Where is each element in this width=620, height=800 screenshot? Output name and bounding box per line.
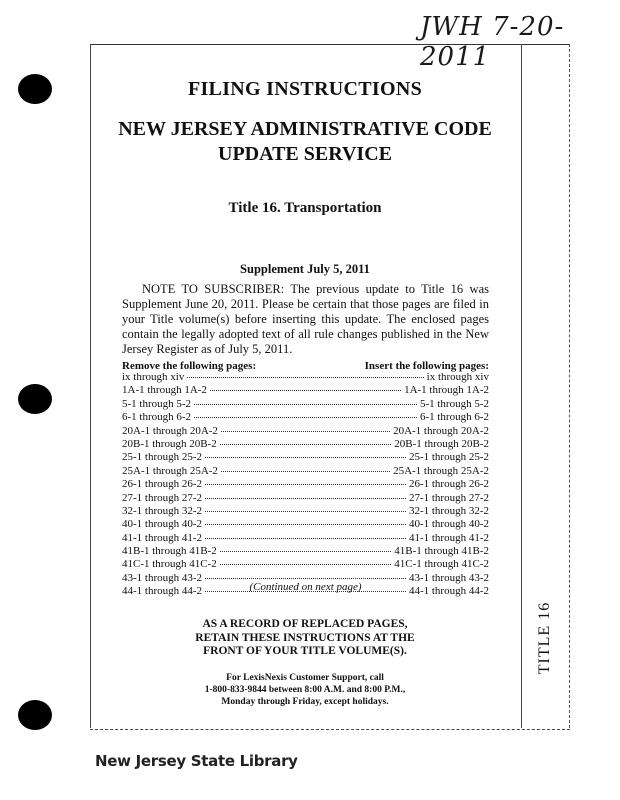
support-line-3: Monday through Friday, except holidays. — [221, 697, 389, 707]
remove-pages-cell: 20A-1 through 20A-2 — [122, 424, 218, 437]
dot-leader — [220, 551, 392, 552]
insert-pages-cell: 41B-1 through 41B-2 — [394, 545, 489, 558]
tab-label: TITLE 16 — [536, 601, 553, 675]
remove-pages-cell: 26-1 through 26-2 — [122, 478, 203, 491]
dot-leader — [205, 457, 406, 458]
dot-leader — [220, 564, 392, 565]
page-title: FILING INSTRUCTIONS — [187, 78, 423, 100]
record-line-1: AS A RECORD OF REPLACED PAGES, — [202, 618, 408, 630]
support-line-1: For LexisNexis Customer Support, call — [226, 673, 384, 683]
insert-pages-cell: 27-1 through 27-2 — [408, 491, 489, 504]
record-line-2: RETAIN THESE INSTRUCTIONS AT THE — [195, 631, 415, 644]
remove-pages-cell: 25A-1 through 25A-2 — [122, 464, 218, 477]
dot-leader — [210, 390, 401, 391]
remove-pages-cell: 20B-1 through 20B-2 — [122, 437, 217, 450]
insert-pages-cell: 1A-1 through 1A-2 — [404, 384, 489, 397]
dot-leader — [205, 498, 406, 499]
table-row — [122, 451, 489, 464]
page-subtitle — [100, 117, 510, 167]
punch-hole-middle — [18, 384, 52, 414]
table-row — [122, 505, 489, 518]
insert-pages-header: Insert the following pages: — [364, 360, 489, 372]
supplement-date: Supplement July 5, 2011 — [240, 262, 370, 276]
handwritten-initials-date: JWH 7-20-2011 — [420, 12, 565, 72]
pages-table — [122, 371, 489, 599]
remove-pages-cell: 6-1 through 6-2 — [122, 411, 192, 424]
title-heading: Title 16. Transportation — [228, 200, 382, 216]
dot-leader — [205, 538, 406, 539]
table-row — [122, 532, 489, 545]
insert-pages-cell: 41-1 through 41-2 — [408, 531, 489, 544]
dot-leader — [194, 404, 417, 405]
dot-leader — [205, 524, 406, 525]
table-row — [122, 465, 489, 478]
remove-pages-cell: 1A-1 through 1A-2 — [122, 384, 207, 397]
record-line-3: FRONT OF YOUR TITLE VOLUME(S). — [203, 645, 407, 657]
subtitle-line-1: NEW JERSEY ADMINISTRATIVE CODE — [118, 118, 492, 140]
remove-pages-cell: 40-1 through 40-2 — [122, 518, 203, 531]
left-border-line — [90, 44, 91, 728]
remove-pages-cell: 27-1 through 27-2 — [122, 491, 203, 504]
table-row — [122, 425, 489, 438]
remove-pages-cell: 43-1 through 43-2 — [122, 571, 203, 584]
table-row — [122, 545, 489, 558]
table-row — [122, 371, 489, 384]
remove-pages-cell: 41-1 through 41-2 — [122, 531, 203, 544]
remove-pages-cell: 41C-1 through 41C-2 — [122, 558, 217, 571]
support-line-2: 1-800-833-9844 between 8:00 A.M. and 8:00 P.M., — [204, 685, 406, 695]
insert-pages-cell: 40-1 through 40-2 — [408, 518, 489, 531]
dot-leader — [220, 444, 392, 445]
remove-pages-header: Remove the following pages: — [122, 360, 257, 372]
dot-leader — [205, 578, 406, 579]
dot-leader — [205, 484, 406, 485]
table-row — [122, 518, 489, 531]
insert-pages-cell: 44-1 through 44-2 — [408, 585, 489, 598]
insert-pages-cell: 26-1 through 26-2 — [408, 478, 489, 491]
insert-pages-cell: 32-1 through 32-2 — [408, 504, 489, 517]
tab-divider-line — [521, 44, 522, 728]
library-stamp: New Jersey State Library — [95, 752, 298, 770]
insert-pages-cell: 20A-1 through 20A-2 — [393, 424, 489, 437]
insert-pages-cell: 41C-1 through 41C-2 — [394, 558, 489, 571]
dot-leader — [194, 417, 417, 418]
remove-pages-cell: 25-1 through 25-2 — [122, 451, 203, 464]
insert-pages-cell: 20B-1 through 20B-2 — [394, 437, 489, 450]
dot-leader — [205, 511, 406, 512]
punch-hole-bottom — [18, 700, 52, 730]
table-row — [122, 398, 489, 411]
insert-pages-cell: 25-1 through 25-2 — [408, 451, 489, 464]
punch-hole-top — [18, 74, 52, 104]
remove-pages-cell: 32-1 through 32-2 — [122, 504, 203, 517]
insert-pages-cell: 6-1 through 6-2 — [419, 411, 489, 424]
table-row — [122, 384, 489, 397]
dot-leader — [187, 377, 423, 378]
table-row — [122, 438, 489, 451]
subscriber-note: NOTE TO SUBSCRIBER: The previous update to Title 16 was Supplement June 20, 2011. Please be certain that those pages are filed in your Title volume(s) before inserting this update. The enclosed pages contain the legally adopted text of all rule changes published in the New Jersey Register as of July 5, 2011. — [122, 282, 489, 356]
record-instructions — [150, 618, 460, 659]
table-row — [122, 478, 489, 491]
remove-pages-cell: 5-1 through 5-2 — [122, 397, 192, 410]
dot-leader — [221, 431, 390, 432]
dot-leader — [221, 471, 390, 472]
remove-pages-cell: 41B-1 through 41B-2 — [122, 545, 217, 558]
table-row — [122, 558, 489, 571]
insert-pages-cell: 43-1 through 43-2 — [408, 571, 489, 584]
subtitle-line-2: UPDATE SERVICE — [218, 143, 392, 165]
insert-pages-cell: ix through xiv — [426, 371, 489, 383]
insert-pages-cell: 25A-1 through 25A-2 — [393, 464, 489, 477]
remove-pages-cell: 44-1 through 44-2 — [122, 585, 203, 598]
customer-support-info — [150, 672, 460, 708]
insert-pages-cell: 5-1 through 5-2 — [419, 397, 489, 410]
remove-pages-cell: ix through xiv — [122, 371, 185, 383]
table-row — [122, 411, 489, 424]
table-row — [122, 492, 489, 505]
right-border-line — [569, 44, 570, 728]
continued-note: (Continued on next page) — [249, 581, 362, 593]
